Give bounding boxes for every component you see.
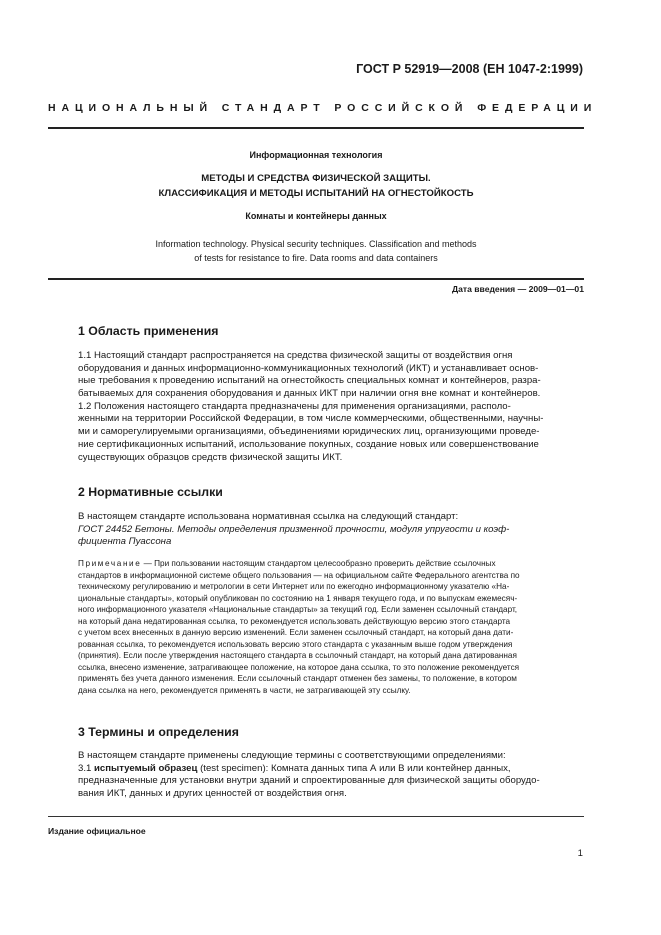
main-title-line-1: МЕТОДЫ И СРЕДСТВА ФИЗИЧЕСКОЙ ЗАЩИТЫ. xyxy=(201,173,431,184)
note-line: ного информационного указателя «Национальные стандарты» за текущий год. Если заменен ссылочный стандарт, xyxy=(78,605,518,614)
text-line: существующих образцов средств физической защиты ИКТ. xyxy=(78,451,343,463)
subtitle: Комнаты и контейнеры данных xyxy=(245,211,387,221)
section-3-body xyxy=(78,750,584,801)
introduction-date: Дата введения — 2009—01—01 xyxy=(451,284,584,294)
page-number: 1 xyxy=(577,848,583,859)
note-line: техническому регулированию и метрологии в сети Интернет или по ежегодно информационному указателю «На- xyxy=(78,582,510,591)
title-divider xyxy=(48,278,584,280)
topic-title: Информационная технология xyxy=(249,150,383,160)
text-line: батываемых для сохранения оборудования и данных ИКТ при наличии огня вне комнат и контейнеров. xyxy=(78,388,541,400)
text-line: женными на территории Российской Федерации, в том числе коммерческими, общественными, научны- xyxy=(78,413,544,425)
note-label: Примечание xyxy=(78,559,142,568)
note-first-line: Примечание — При пользовании настоящим стандартом целесообразно проверить действие ссылочных xyxy=(78,559,496,568)
text-line: В настоящем стандарте использована нормативная ссылка на следующий стандарт: xyxy=(78,511,459,522)
header-divider xyxy=(48,127,584,129)
note-line: ссылка, внесено изменение, затрагивающее положение, на которое дана ссылка, то это положение рекомендуется xyxy=(78,662,520,672)
english-title xyxy=(48,238,584,265)
term-name: испытуемый образец xyxy=(94,762,198,774)
section-1-heading: 1 Область применения xyxy=(78,324,219,338)
document-code: ГОСТ Р 52919—2008 (ЕН 1047-2:1999) xyxy=(356,62,583,76)
reference-line: фициента Пуассона xyxy=(78,536,172,548)
note-line: с учетом всех внесенных в данную версию изменений. Если заменен ссылочный стандарт, на который дана дати- xyxy=(78,628,514,637)
main-title xyxy=(48,171,584,201)
text-line: предназначенные для установки внутри зданий и спроектированные для физической защиты оборудо- xyxy=(78,775,540,787)
text-line: ние сертификационных испытаний, использование покупных, создание новых или совершенствование xyxy=(78,438,539,450)
note-line: циональные стандарты», который опубликован по состоянию на 1 января текущего года, и по выпускам ежемесяч- xyxy=(78,593,518,603)
note-line: стандартов в информационной системе общего пользования — на официальном сайте Федерального агентства по xyxy=(78,570,520,580)
text-line: ми и саморегулируемыми организациями, объединениями юридических лиц, организующими проведе- xyxy=(78,426,540,438)
note-line: на который дана недатированная ссылка, то рекомендуется использовать действующую версию этого стандарта xyxy=(78,616,511,626)
section-1-body xyxy=(78,350,584,464)
text-line: В настоящем стандарте применены следующие термины с соответствующими определениями: xyxy=(78,750,506,761)
text-line: 1.1 Настоящий стандарт распространяется на средства физической защиты от воздействия огня xyxy=(78,350,513,361)
national-standard-banner: НАЦИОНАЛЬНЫЙ СТАНДАРТ РОССИЙСКОЙ ФЕДЕРАЦИИ xyxy=(48,102,598,114)
note-block xyxy=(78,558,584,696)
section-2-body xyxy=(78,511,584,549)
footer-divider xyxy=(48,816,584,817)
note-line: рованная ссылка, то рекомендуется использовать версию этого стандарта с указанным выше годом утверждения xyxy=(78,639,513,649)
english-title-line-1: Information technology. Physical security techniques. Classification and methods xyxy=(155,239,477,249)
section-2-heading: 2 Нормативные ссылки xyxy=(78,485,223,499)
text-line: оборудования и данных информационно-коммуникационных технологий (ИКТ) и устанавливает основ- xyxy=(78,362,539,374)
note-line: применять без учета данного изменения. Если ссылочный стандарт отменен без замены, то положение, в котором xyxy=(78,674,517,683)
section-3-heading: 3 Термины и определения xyxy=(78,725,239,739)
term-line: 3.1 испытуемый образец (test specimen): Комната данных типа А или В или контейнер данных, xyxy=(78,762,511,774)
note-line: дана ссылка на него, рекомендуется применять в части, не затрагивающей эту ссылку. xyxy=(78,685,411,695)
text-line: 1.2 Положения настоящего стандарта предназначены для применения организациями, располо- xyxy=(78,400,511,412)
note-line: (принятия). Если после утверждения настоящего стандарта в ссылочный стандарт, на который дана датированная xyxy=(78,651,517,660)
reference-line: ГОСТ 24452 Бетоны. Методы определения призменной прочности, модуля упругости и коэф- xyxy=(78,523,510,535)
text-line: вания ИКТ, данных и других ценностей от воздействия огня. xyxy=(78,788,347,800)
main-title-line-2: КЛАССИФИКАЦИЯ И МЕТОДЫ ИСПЫТАНИЙ НА ОГНЕСТОЙКОСТЬ xyxy=(158,188,474,199)
text-line: ные требования к проведению испытаний на огнестойкость специальных комнат и контейнеров, разра- xyxy=(78,375,541,387)
official-edition-label: Издание официальное xyxy=(48,826,146,836)
english-title-line-2: of tests for resistance to fire. Data rooms and data containers xyxy=(194,252,438,263)
